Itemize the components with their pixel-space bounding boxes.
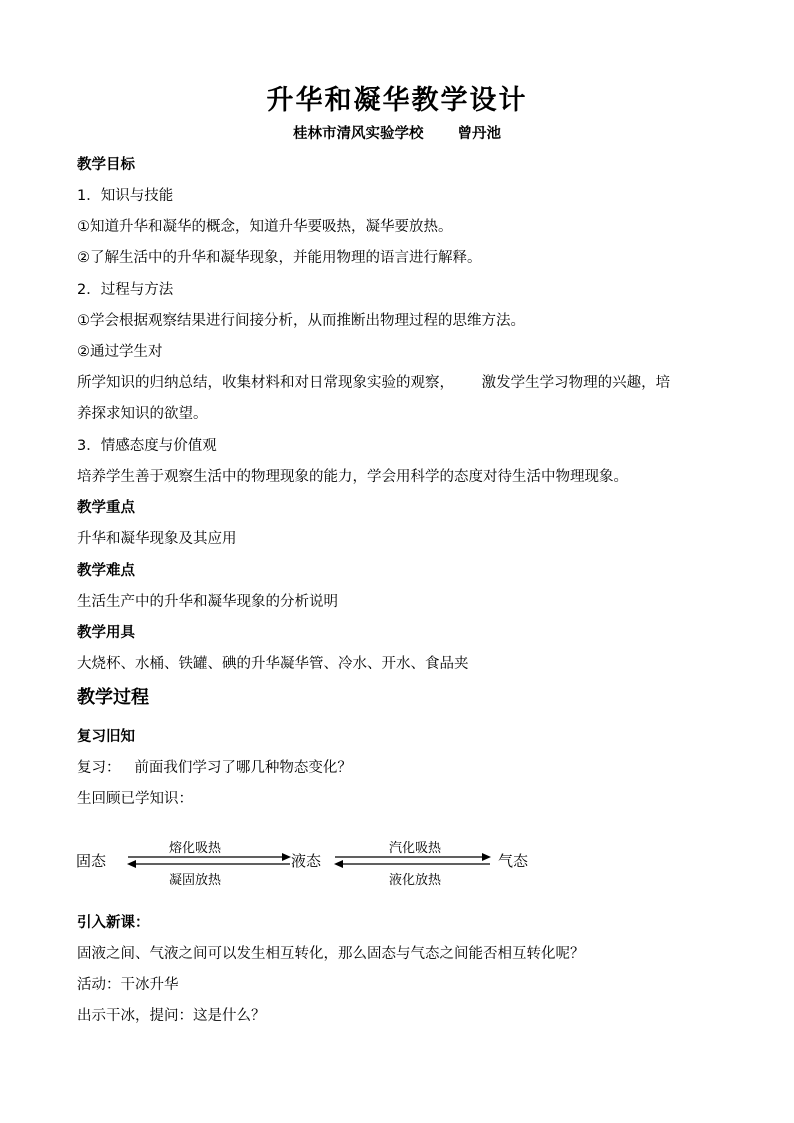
intro-text1: 固液之间、气液之间可以发生相互转化，那么固态与气态之间能否相互转化呢？: [77, 946, 585, 962]
intro-text3: 出示干冰，提问：这是什么？: [77, 1008, 266, 1024]
goals-s1-title: 1．知识与技能: [77, 188, 174, 204]
difficulty-heading: 教学难点: [77, 563, 135, 579]
goals-s2-item2: ②通过学生对: [77, 344, 163, 360]
arrowhead-melt: [282, 853, 291, 861]
intro-text2: 活动：干冰升华: [77, 977, 179, 993]
arrowhead-condense: [334, 860, 343, 868]
goals-s2-item2-cont2: 养探求知识的欲望。: [77, 406, 208, 422]
goals-s1-item1: ①知道升华和凝华的概念，知道升华要吸热，凝华要放热。: [77, 219, 453, 235]
review-question: 复习： 前面我们学习了哪几种物态变化？: [77, 760, 352, 776]
diagram-liquid: 液态: [291, 852, 322, 870]
diagram-condense: 液化放热: [389, 873, 442, 888]
state-change-diagram: [70, 828, 550, 892]
author-name: 曾丹池: [457, 126, 501, 142]
goals-s3-title: 3．情感态度与价值观: [77, 438, 217, 454]
goals-s1-item2: ②了解生活中的升华和凝华现象，并能用物理的语言进行解释。: [77, 250, 482, 266]
process-heading: 教学过程: [77, 687, 149, 708]
tools-heading: 教学用具: [77, 625, 135, 641]
diagram-solid: 固态: [76, 852, 107, 870]
tools-text: 大烧杯、水桶、铁罐、碘的升华凝华管、冷水、开水、食品夹: [77, 656, 469, 672]
goals-s2-item1: ①学会根据观察结果进行间接分析，从而推断出物理过程的思维方法。: [77, 313, 525, 329]
author-school: 桂林市清风实验学校: [293, 126, 424, 142]
page-title: 升华和凝华教学设计: [266, 85, 528, 116]
author-line: [0, 122, 794, 143]
arrowhead-vaporize: [482, 853, 491, 861]
goals-s2-item2-cont1: 所学知识的归纳总结，收集材料和对日常现象实验的观察， 激发学生学习物理的兴趣，培: [77, 375, 671, 391]
diagram-gas: 气态: [498, 852, 529, 870]
diagram-vaporize: 汽化吸热: [389, 841, 442, 856]
diagram-melt: 熔化吸热: [169, 841, 222, 856]
goals-s2-title: 2．过程与方法: [77, 282, 174, 298]
review-answer: 生回顾已学知识：: [77, 791, 193, 807]
keypoint-text: 升华和凝华现象及其应用: [77, 531, 237, 547]
arrowhead-freeze: [127, 860, 136, 868]
keypoint-heading: 教学重点: [77, 500, 135, 516]
review-heading: 复习旧知: [77, 729, 135, 745]
intro-heading: 引入新课：: [77, 915, 150, 931]
difficulty-text: 生活生产中的升华和凝华现象的分析说明: [77, 594, 338, 610]
goals-heading: 教学目标: [77, 157, 135, 173]
diagram-freeze: 凝固放热: [169, 873, 222, 888]
goals-s3-text: 培养学生善于观察生活中的物理现象的能力，学会用科学的态度对待生活中物理现象。: [77, 469, 628, 485]
